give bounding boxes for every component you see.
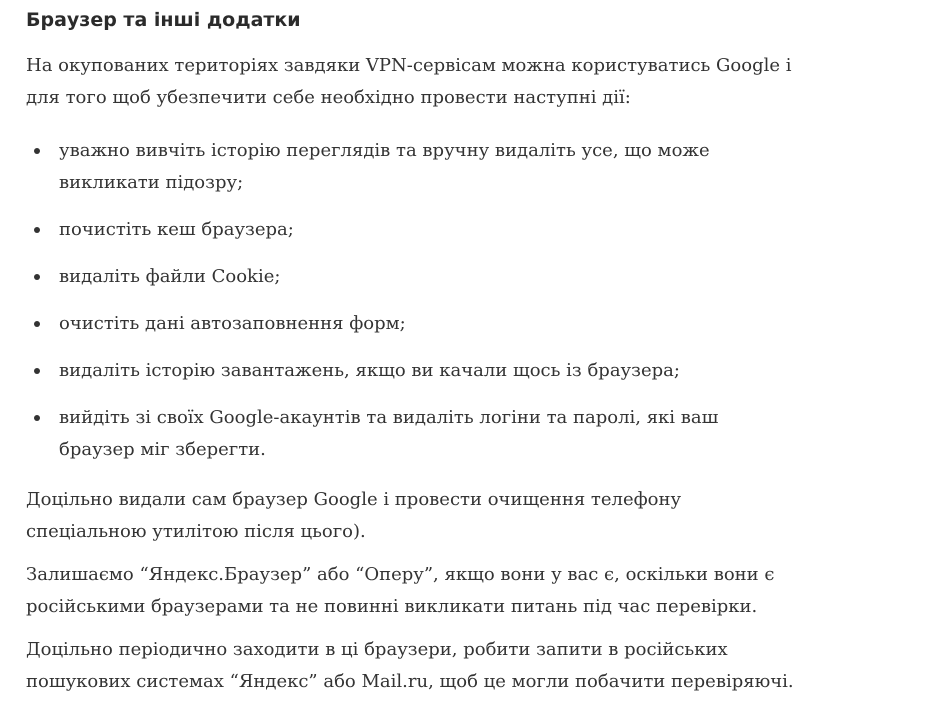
list-item: очистіть дані автозаповнення форм; [26,308,796,340]
list-item: видаліть історію завантажень, якщо ви качали щось із браузера; [26,355,796,387]
list-item: уважно вивчіть історію переглядів та вручну видаліть усе, що може викликати підозру; [26,135,796,199]
steps-list [26,135,796,466]
visit-browsers-paragraph: Доцільно періодично заходити в ці браузери, робити запити в російських пошукових системах “Яндекс” або Mail.ru, щоб це могли побачити перевіряючі. [26,639,794,692]
list-item: вийдіть зі своїх Google-акаунтів та видаліть логіни та паролі, які ваш браузер міг зберегти. [26,402,796,466]
intro-paragraph: На окупованих територіях завдяки VPN-сервісам можна користуватись Google і для того щоб убезпечити себе необхідно провести наступні дії: [26,55,792,108]
keep-browsers-paragraph: Залишаємо “Яндекс.Браузер” або “Оперу”, якщо вони у вас є, оскільки вони є російськими браузерами та не повинні викликати питань під час перевірки. [26,564,775,617]
list-item: видаліть файли Cookie; [26,261,796,293]
list-item: почистіть кеш браузера; [26,214,796,246]
section-heading: Браузер та інші додатки [26,9,301,31]
remove-google-paragraph: Доцільно видали сам браузер Google і провести очищення телефону спеціальною утилітою після цього). [26,489,682,542]
